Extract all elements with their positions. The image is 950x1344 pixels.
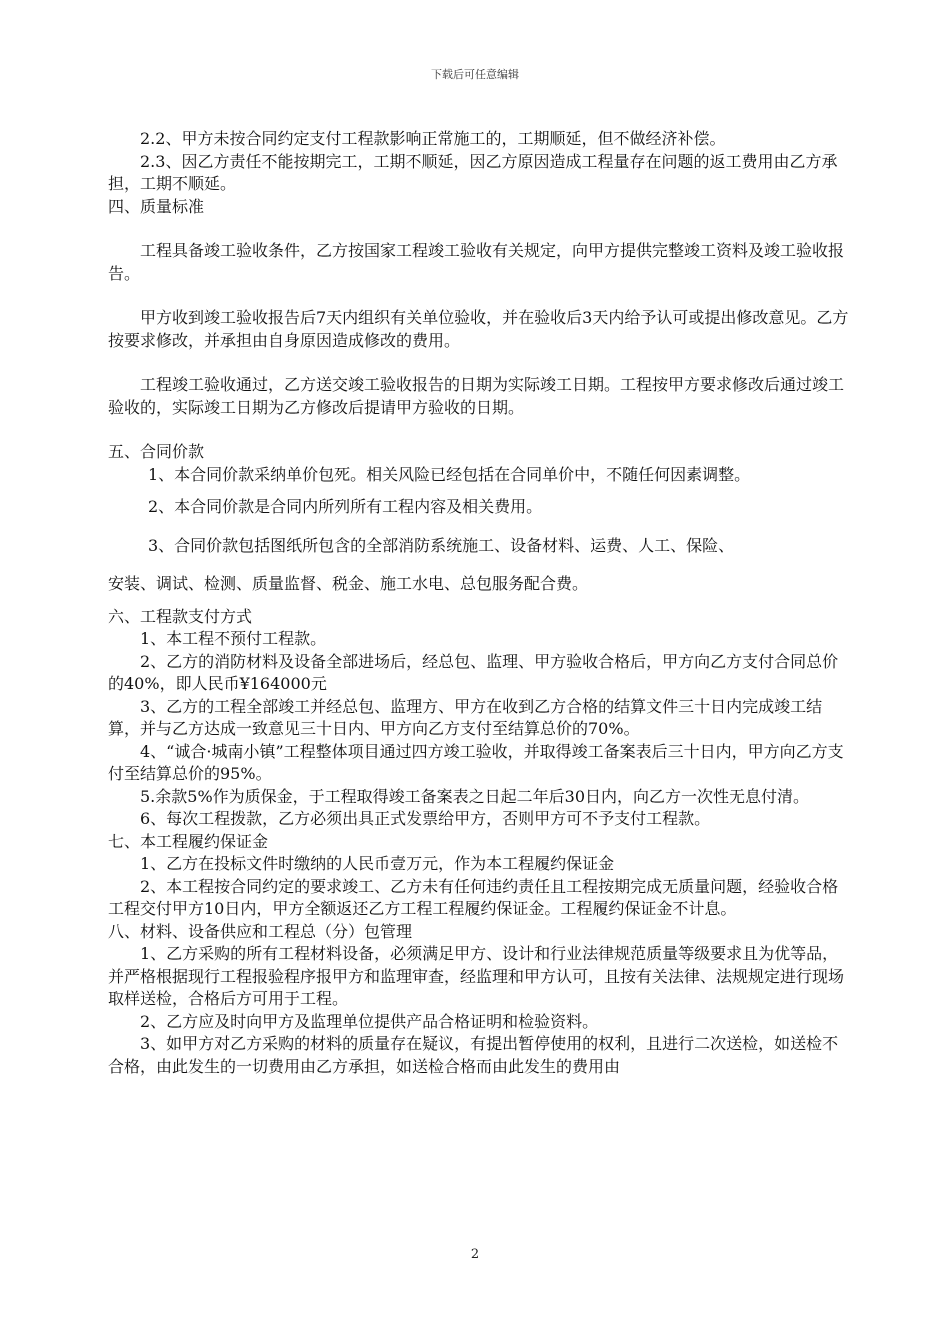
paragraph: 甲方收到竣工验收报告后7天内组织有关单位验收，并在验收后3天内给予认可或提出修改意见。乙方按要求修改，并承担由自身原因造成修改的费用。: [108, 308, 849, 350]
paragraph: 2.3、因乙方责任不能按期完工，工期不顺延，因乙方原因造成工程量存在问题的返工费用由乙方承担，工期不顺延。: [108, 151, 838, 193]
paragraph: 6、每次工程拨款，乙方必须出具正式发票给甲方，否则甲方可不予支付工程款。: [140, 809, 711, 828]
section-heading: 五、合同价款: [108, 442, 205, 461]
paragraph: 4、“诚合·城南小镇”工程整体项目通过四方竣工验收，并取得竣工备案表后三十日内，甲方向乙方支付至结算总价的95%。: [108, 741, 844, 783]
paragraph: 3、乙方的工程全部竣工并经总包、监理方、甲方在收到乙方合格的结算文件三十日内完成竣工结算，并与乙方达成一致意见三十日内、甲方向乙方支付至结算总价的70%。: [108, 696, 823, 738]
paragraph: 3、如甲方对乙方采购的材料的质量存在疑议，有提出暂停使用的权利，且进行二次送检，如送检不合格，由此发生的一切费用由乙方承担，如送检合格而由此发生的费用由: [108, 1034, 839, 1076]
page-header: 下载后可任意编辑: [431, 68, 519, 81]
section-heading: 四、质量标准: [108, 196, 205, 216]
paragraph: 2、乙方应及时向甲方及监理单位提供产品合格证明和检验资料。: [140, 1011, 599, 1031]
page-number: 2: [470, 1247, 480, 1262]
paragraph: 2、乙方的消防材料及设备全部进场后，经总包、监理、甲方验收合格后，甲方向乙方支付合同总价的40%，即人民币¥164000元: [108, 651, 839, 693]
paragraph: 1、乙方采购的所有工程材料设备，必须满足甲方、设计和行业法律规范质量等级要求且为优等品，并严格根据现行工程报验程序报甲方和监理审查，经监理和甲方认可，且按有关法律、法规规定进行现场取样送检，合格后方可用于工程。: [108, 944, 845, 1008]
section-heading: 七、本工程履约保证金: [108, 831, 269, 851]
paragraph: 安装、调试、检测、质量监督、税金、施工水电、总包服务配合费。: [108, 574, 589, 593]
paragraph: 1、本工程不预付工程款。: [140, 629, 327, 648]
document-body: [108, 128, 853, 1078]
paragraph: 1、乙方在投标文件时缴纳的人民币壹万元，作为本工程履约保证金: [140, 854, 615, 873]
paragraph: 3、合同价款包括图纸所包含的全部消防系统施工、设备材料、运费、人工、保险、: [148, 535, 735, 555]
paragraph: 1、本合同价款采纳单价包死。相关风险已经包括在合同单价中，不随任何因素调整。: [148, 464, 751, 484]
section-heading: 六、工程款支付方式: [108, 606, 253, 626]
section-heading: 八、材料、设备供应和工程总（分）包管理: [108, 921, 413, 941]
paragraph: 2、本工程按合同约定的要求竣工、乙方未有任何违约责任且工程按期完成无质量问题，经验收合格工程交付甲方10日内，甲方全额返还乙方工程工程履约保证金。工程履约保证金不计息。: [108, 876, 839, 918]
paragraph: 2、本合同价款是合同内所列所有工程内容及相关费用。: [148, 497, 543, 516]
paragraph: 5.余款5%作为质保金，于工程取得竣工备案表之日起二年后30日内，向乙方一次性无息付清。: [140, 786, 810, 806]
paragraph: 2.2、甲方未按合同约定支付工程款影响正常施工的，工期顺延，但不做经济补偿。: [140, 129, 726, 148]
paragraph: 工程竣工验收通过，乙方送交竣工验收报告的日期为实际竣工日期。工程按甲方要求修改后通过竣工验收的，实际竣工日期为乙方修改后提请甲方验收的日期。: [108, 375, 845, 417]
paragraph: 工程具备竣工验收条件，乙方按国家工程竣工验收有关规定，向甲方提供完整竣工资料及竣工验收报告。: [108, 241, 845, 283]
